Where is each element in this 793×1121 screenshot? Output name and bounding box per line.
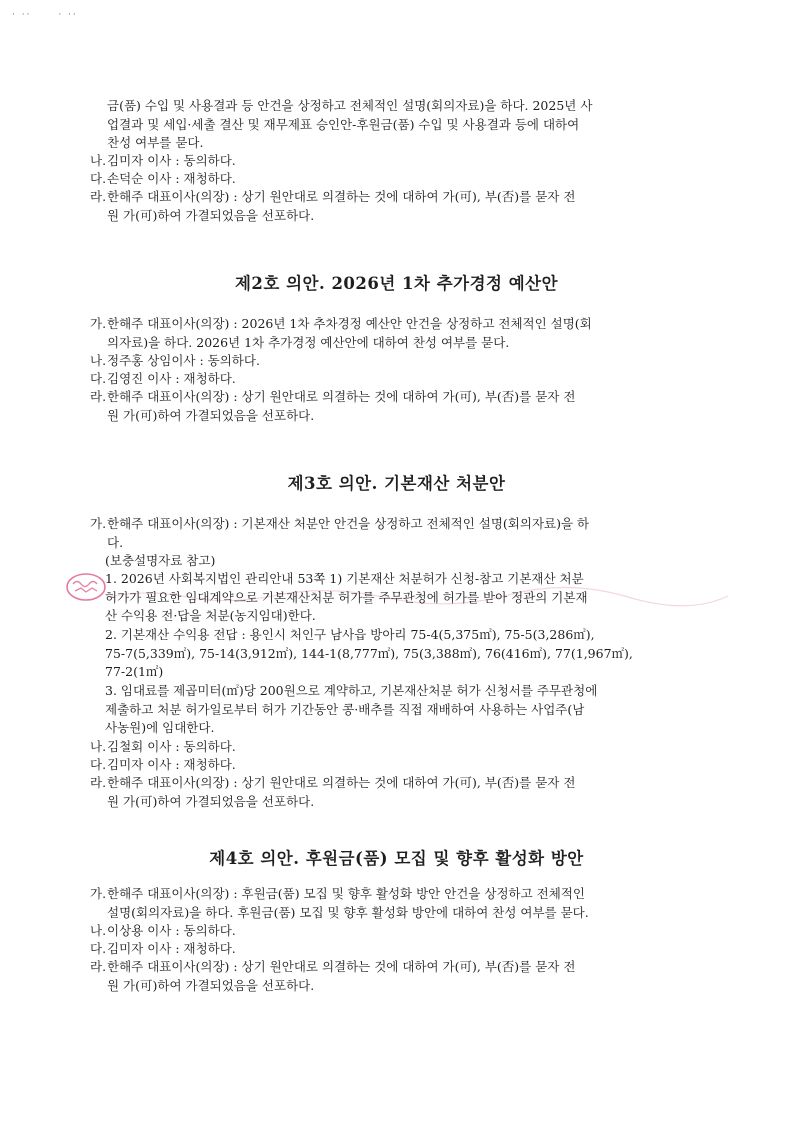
text-line: 2. 기본재산 수익용 전답 : 용인시 처인구 남사읍 방아리 75-4(5,375㎡), 75-5(3,286㎡), bbox=[105, 627, 595, 642]
agenda-3-item-da bbox=[90, 756, 725, 775]
agenda-3-paragraph-3 bbox=[105, 682, 729, 738]
supplementary-note: (보충설명자료 참고) bbox=[105, 553, 216, 568]
item-text: 원 가(可)하여 가결되었음을 선포하다. bbox=[107, 793, 315, 809]
item-label: 라. bbox=[90, 959, 107, 974]
item-text: 정주홍 상임이사 : 동의하다. bbox=[107, 353, 260, 368]
item-text: 한해주 대표이사(의장) : 상기 원안대로 의결하는 것에 대하여 가(可), 부(否)를 묻자 전 bbox=[107, 189, 576, 204]
agenda-2-item-ra bbox=[90, 388, 725, 425]
item-text: 원 가(可)하여 가결되었음을 선포하다. bbox=[107, 407, 315, 423]
agenda-3-heading: 제3호 의안. 기본재산 처분안 bbox=[287, 474, 506, 493]
scan-specks: · ·· · ·· bbox=[12, 10, 78, 20]
item-text: 한해주 대표이사(의장) : 2026년 1차 추차경정 예산안 안건을 상정하고 전체적인 설명(회 bbox=[107, 316, 592, 331]
item-text: 한해주 대표이사(의장) : 상기 원안대로 의결하는 것에 대하여 가(可), 부(否)를 묻자 전 bbox=[107, 389, 576, 404]
item-na bbox=[90, 152, 725, 171]
item-label: 가. bbox=[90, 516, 107, 531]
item-label: 나. bbox=[90, 353, 107, 368]
item-text: 김철회 이사 : 동의하다. bbox=[107, 739, 236, 754]
text-line: 찬성 여부를 묻다. bbox=[107, 135, 204, 150]
text-line: 사농원)에 임대한다. bbox=[105, 720, 215, 735]
item-text: 한해주 대표이사(의장) : 상기 원안대로 의결하는 것에 대하여 가(可), 부(否)를 묻자 전 bbox=[107, 775, 576, 790]
item-text: 다. bbox=[107, 534, 124, 550]
item-label: 다. bbox=[90, 371, 107, 386]
agenda-4-item-na bbox=[90, 922, 725, 941]
item-label: 라. bbox=[90, 389, 107, 404]
item-text: 의자료)을 하다. 2026년 1차 추가경정 예산안에 대하여 찬성 여부를 묻다. bbox=[107, 334, 510, 350]
item-text: 김미자 이사 : 동의하다. bbox=[107, 153, 236, 168]
text-line: 제출하고 처분 허가일로부터 허가 기간동안 콩·배추를 직접 재배하여 사용하는 사업주(남 bbox=[105, 701, 585, 717]
item-label: 나. bbox=[90, 153, 107, 168]
text-line: 75-7(5,339㎡), 75-14(3,912㎡), 144-1(8,777㎡), 75(3,388㎡), 76(416㎡), 77(1,967㎡), bbox=[105, 645, 633, 661]
item-label: 가. bbox=[90, 886, 107, 901]
item-label: 나. bbox=[90, 739, 107, 754]
item-text: 설명(회의자료)을 하다. 후원금(품) 모집 및 향후 활성화 방안에 대하여 찬성 여부를 묻다. bbox=[107, 904, 589, 920]
agenda-4-item-da bbox=[90, 940, 725, 959]
item-text: 한해주 대표이사(의장) : 상기 원안대로 의결하는 것에 대하여 가(可), 부(否)를 묻자 전 bbox=[107, 959, 576, 974]
item-text: 한해주 대표이사(의장) : 후원금(품) 모집 및 향후 활성화 방안 안건을 상정하고 전체적인 bbox=[107, 886, 585, 901]
previous-item-continuation bbox=[107, 97, 727, 153]
item-text: 김영진 이사 : 재청하다. bbox=[107, 371, 236, 386]
item-label: 다. bbox=[90, 941, 107, 956]
agenda-3-item-ga bbox=[90, 515, 725, 552]
item-text: 손덕순 이사 : 재청하다. bbox=[107, 171, 236, 186]
text-line: 허가가 필요한 임대계약으로 기본재산처분 허가를 주무관청에 허가를 받아 정관의 기본재 bbox=[105, 589, 588, 605]
agenda-3-item-na bbox=[90, 738, 725, 757]
item-label: 라. bbox=[90, 775, 107, 790]
item-text: 원 가(可)하여 가결되었음을 선포하다. bbox=[107, 207, 315, 223]
item-label: 다. bbox=[90, 757, 107, 772]
item-label: 나. bbox=[90, 923, 107, 938]
item-da bbox=[90, 170, 725, 189]
agenda-4-heading: 제4호 의안. 후원금(품) 모집 및 향후 활성화 방안 bbox=[209, 849, 584, 868]
item-text: 김미자 이사 : 재청하다. bbox=[107, 757, 236, 772]
text-line: 산 수익용 전·답을 처분(농지임대)한다. bbox=[105, 608, 316, 623]
item-text: 김미자 이사 : 재청하다. bbox=[107, 941, 236, 956]
seal-stamp-icon bbox=[64, 570, 108, 604]
text-line: 77-2(1㎡) bbox=[105, 664, 164, 679]
item-text: 원 가(可)하여 가결되었음을 선포하다. bbox=[107, 977, 315, 993]
text-line: 1. 2026년 사회복지법인 관리안내 53쪽 1) 기본재산 처분허가 신청-참고 기본재산 처분 bbox=[105, 571, 584, 586]
text-line: 업결과 및 세입·세출 결산 및 재무제표 승인안-후원금(품) 수입 및 사용결과 등에 대하여 bbox=[107, 116, 580, 132]
item-text: 한해주 대표이사(의장) : 기본재산 처분안 안건을 상정하고 전체적인 설명(회의자료)을 하 bbox=[107, 516, 590, 531]
item-ra bbox=[90, 188, 725, 225]
agenda-3-item-ra bbox=[90, 774, 725, 811]
agenda-2-item-ga bbox=[90, 315, 725, 352]
item-text: 이상용 이사 : 동의하다. bbox=[107, 923, 236, 938]
agenda-3-paragraph-2 bbox=[105, 626, 729, 682]
item-label: 가. bbox=[90, 316, 107, 331]
text-line: 금(품) 수입 및 사용결과 등 안건을 상정하고 전체적인 설명(회의자료)을 하다. 2025년 사 bbox=[107, 98, 593, 113]
text-line: 3. 임대료를 제곱미터(㎡)당 200원으로 계약하고, 기본재산처분 허가 신청서를 주무관청에 bbox=[105, 683, 598, 698]
item-label: 라. bbox=[90, 189, 107, 204]
agenda-2-heading: 제2호 의안. 2026년 1차 추가경정 예산안 bbox=[234, 274, 559, 293]
item-label: 다. bbox=[90, 171, 107, 186]
agenda-4-item-ga bbox=[90, 885, 725, 922]
agenda-2-item-da bbox=[90, 370, 725, 389]
agenda-3-paragraph-1 bbox=[105, 570, 729, 626]
agenda-4-item-ra bbox=[90, 958, 725, 995]
agenda-2-item-na bbox=[90, 352, 725, 371]
